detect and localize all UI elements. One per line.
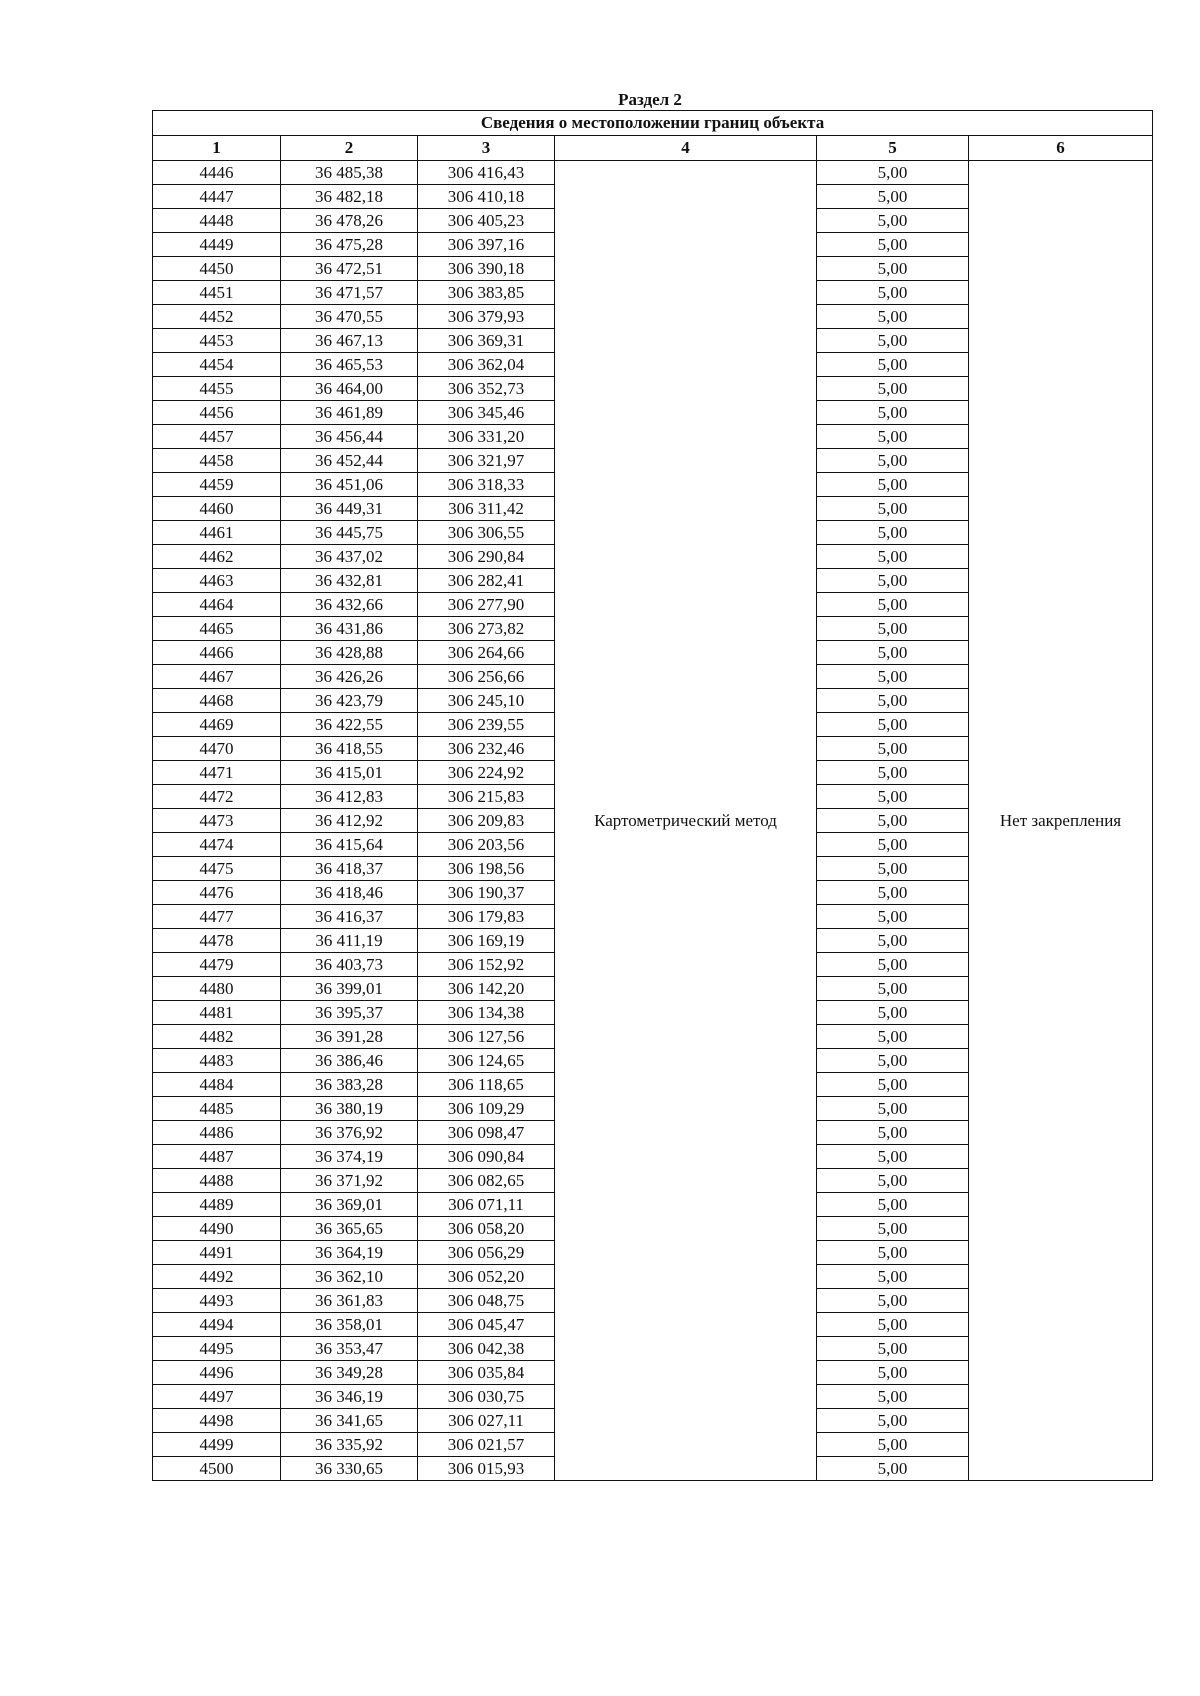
x-coordinate-cell: 36 432,81: [281, 569, 418, 593]
point-number-cell: 4481: [153, 1001, 281, 1025]
point-number-cell: 4492: [153, 1265, 281, 1289]
x-coordinate-cell: 36 346,19: [281, 1385, 418, 1409]
column-number-6: 6: [969, 136, 1153, 161]
point-number-cell: 4499: [153, 1433, 281, 1457]
table-body: [153, 161, 1153, 1481]
y-coordinate-cell: 306 056,29: [418, 1241, 555, 1265]
y-coordinate-cell: 306 098,47: [418, 1121, 555, 1145]
point-number-cell: 4464: [153, 593, 281, 617]
accuracy-cell: 5,00: [817, 905, 969, 929]
x-coordinate-cell: 36 362,10: [281, 1265, 418, 1289]
table-caption: Сведения о местоположении границ объекта: [153, 111, 1153, 136]
y-coordinate-cell: 306 410,18: [418, 185, 555, 209]
x-coordinate-cell: 36 374,19: [281, 1145, 418, 1169]
accuracy-cell: 5,00: [817, 425, 969, 449]
y-coordinate-cell: 306 224,92: [418, 761, 555, 785]
fixation-cell: Нет закрепления: [969, 161, 1153, 1481]
x-coordinate-cell: 36 418,55: [281, 737, 418, 761]
x-coordinate-cell: 36 445,75: [281, 521, 418, 545]
y-coordinate-cell: 306 369,31: [418, 329, 555, 353]
accuracy-cell: 5,00: [817, 833, 969, 857]
x-coordinate-cell: 36 349,28: [281, 1361, 418, 1385]
y-coordinate-cell: 306 027,11: [418, 1409, 555, 1433]
point-number-cell: 4482: [153, 1025, 281, 1049]
point-number-cell: 4486: [153, 1121, 281, 1145]
x-coordinate-cell: 36 415,01: [281, 761, 418, 785]
y-coordinate-cell: 306 048,75: [418, 1289, 555, 1313]
accuracy-cell: 5,00: [817, 593, 969, 617]
x-coordinate-cell: 36 361,83: [281, 1289, 418, 1313]
point-number-cell: 4460: [153, 497, 281, 521]
y-coordinate-cell: 306 030,75: [418, 1385, 555, 1409]
x-coordinate-cell: 36 369,01: [281, 1193, 418, 1217]
point-number-cell: 4485: [153, 1097, 281, 1121]
y-coordinate-cell: 306 179,83: [418, 905, 555, 929]
x-coordinate-cell: 36 431,86: [281, 617, 418, 641]
accuracy-cell: 5,00: [817, 809, 969, 833]
accuracy-cell: 5,00: [817, 857, 969, 881]
x-coordinate-cell: 36 411,19: [281, 929, 418, 953]
accuracy-cell: 5,00: [817, 1409, 969, 1433]
column-number-3: 3: [418, 136, 555, 161]
accuracy-cell: 5,00: [817, 449, 969, 473]
point-number-cell: 4497: [153, 1385, 281, 1409]
y-coordinate-cell: 306 282,41: [418, 569, 555, 593]
point-number-cell: 4449: [153, 233, 281, 257]
x-coordinate-cell: 36 428,88: [281, 641, 418, 665]
y-coordinate-cell: 306 290,84: [418, 545, 555, 569]
y-coordinate-cell: 306 405,23: [418, 209, 555, 233]
x-coordinate-cell: 36 485,38: [281, 161, 418, 185]
y-coordinate-cell: 306 345,46: [418, 401, 555, 425]
point-number-cell: 4480: [153, 977, 281, 1001]
y-coordinate-cell: 306 215,83: [418, 785, 555, 809]
point-number-cell: 4487: [153, 1145, 281, 1169]
accuracy-cell: 5,00: [817, 1433, 969, 1457]
y-coordinate-cell: 306 239,55: [418, 713, 555, 737]
point-number-cell: 4457: [153, 425, 281, 449]
y-coordinate-cell: 306 264,66: [418, 641, 555, 665]
x-coordinate-cell: 36 432,66: [281, 593, 418, 617]
y-coordinate-cell: 306 331,20: [418, 425, 555, 449]
accuracy-cell: 5,00: [817, 1049, 969, 1073]
x-coordinate-cell: 36 395,37: [281, 1001, 418, 1025]
x-coordinate-cell: 36 423,79: [281, 689, 418, 713]
accuracy-cell: 5,00: [817, 1265, 969, 1289]
x-coordinate-cell: 36 376,92: [281, 1121, 418, 1145]
point-number-cell: 4462: [153, 545, 281, 569]
point-number-cell: 4493: [153, 1289, 281, 1313]
point-number-cell: 4461: [153, 521, 281, 545]
accuracy-cell: 5,00: [817, 569, 969, 593]
point-number-cell: 4465: [153, 617, 281, 641]
point-number-cell: 4495: [153, 1337, 281, 1361]
accuracy-cell: 5,00: [817, 377, 969, 401]
y-coordinate-cell: 306 390,18: [418, 257, 555, 281]
accuracy-cell: 5,00: [817, 1145, 969, 1169]
point-number-cell: 4483: [153, 1049, 281, 1073]
y-coordinate-cell: 306 306,55: [418, 521, 555, 545]
accuracy-cell: 5,00: [817, 1193, 969, 1217]
point-number-cell: 4463: [153, 569, 281, 593]
accuracy-cell: 5,00: [817, 953, 969, 977]
x-coordinate-cell: 36 403,73: [281, 953, 418, 977]
point-number-cell: 4475: [153, 857, 281, 881]
x-coordinate-cell: 36 365,65: [281, 1217, 418, 1241]
point-number-cell: 4472: [153, 785, 281, 809]
x-coordinate-cell: 36 383,28: [281, 1073, 418, 1097]
x-coordinate-cell: 36 464,00: [281, 377, 418, 401]
point-number-cell: 4488: [153, 1169, 281, 1193]
accuracy-cell: 5,00: [817, 785, 969, 809]
point-number-cell: 4479: [153, 953, 281, 977]
y-coordinate-cell: 306 109,29: [418, 1097, 555, 1121]
accuracy-cell: 5,00: [817, 473, 969, 497]
y-coordinate-cell: 306 045,47: [418, 1313, 555, 1337]
y-coordinate-cell: 306 245,10: [418, 689, 555, 713]
point-number-cell: 4471: [153, 761, 281, 785]
y-coordinate-cell: 306 209,83: [418, 809, 555, 833]
accuracy-cell: 5,00: [817, 497, 969, 521]
x-coordinate-cell: 36 415,64: [281, 833, 418, 857]
point-number-cell: 4489: [153, 1193, 281, 1217]
accuracy-cell: 5,00: [817, 161, 969, 185]
accuracy-cell: 5,00: [817, 353, 969, 377]
accuracy-cell: 5,00: [817, 713, 969, 737]
y-coordinate-cell: 306 052,20: [418, 1265, 555, 1289]
point-number-cell: 4469: [153, 713, 281, 737]
accuracy-cell: 5,00: [817, 1121, 969, 1145]
point-number-cell: 4478: [153, 929, 281, 953]
point-number-cell: 4490: [153, 1217, 281, 1241]
y-coordinate-cell: 306 232,46: [418, 737, 555, 761]
y-coordinate-cell: 306 127,56: [418, 1025, 555, 1049]
y-coordinate-cell: 306 042,38: [418, 1337, 555, 1361]
point-number-cell: 4470: [153, 737, 281, 761]
accuracy-cell: 5,00: [817, 665, 969, 689]
accuracy-cell: 5,00: [817, 977, 969, 1001]
y-coordinate-cell: 306 035,84: [418, 1361, 555, 1385]
point-number-cell: 4458: [153, 449, 281, 473]
y-coordinate-cell: 306 379,93: [418, 305, 555, 329]
accuracy-cell: 5,00: [817, 545, 969, 569]
x-coordinate-cell: 36 470,55: [281, 305, 418, 329]
point-number-cell: 4459: [153, 473, 281, 497]
column-number-2: 2: [281, 136, 418, 161]
x-coordinate-cell: 36 449,31: [281, 497, 418, 521]
accuracy-cell: 5,00: [817, 1313, 969, 1337]
point-number-cell: 4496: [153, 1361, 281, 1385]
accuracy-cell: 5,00: [817, 617, 969, 641]
point-number-cell: 4450: [153, 257, 281, 281]
column-number-5: 5: [817, 136, 969, 161]
accuracy-cell: 5,00: [817, 1385, 969, 1409]
y-coordinate-cell: 306 311,42: [418, 497, 555, 521]
x-coordinate-cell: 36 461,89: [281, 401, 418, 425]
section-title: Раздел 2: [618, 90, 682, 109]
x-coordinate-cell: 36 380,19: [281, 1097, 418, 1121]
accuracy-cell: 5,00: [817, 281, 969, 305]
point-number-cell: 4453: [153, 329, 281, 353]
x-coordinate-cell: 36 358,01: [281, 1313, 418, 1337]
x-coordinate-cell: 36 371,92: [281, 1169, 418, 1193]
x-coordinate-cell: 36 482,18: [281, 185, 418, 209]
x-coordinate-cell: 36 426,26: [281, 665, 418, 689]
accuracy-cell: 5,00: [817, 1241, 969, 1265]
accuracy-cell: 5,00: [817, 641, 969, 665]
accuracy-cell: 5,00: [817, 929, 969, 953]
x-coordinate-cell: 36 456,44: [281, 425, 418, 449]
point-number-cell: 4447: [153, 185, 281, 209]
column-number-1: 1: [153, 136, 281, 161]
x-coordinate-cell: 36 418,37: [281, 857, 418, 881]
point-number-cell: 4468: [153, 689, 281, 713]
x-coordinate-cell: 36 451,06: [281, 473, 418, 497]
point-number-cell: 4500: [153, 1457, 281, 1481]
accuracy-cell: 5,00: [817, 761, 969, 785]
y-coordinate-cell: 306 169,19: [418, 929, 555, 953]
point-number-cell: 4467: [153, 665, 281, 689]
accuracy-cell: 5,00: [817, 1073, 969, 1097]
x-coordinate-cell: 36 386,46: [281, 1049, 418, 1073]
method-cell: Картометрический метод: [555, 161, 817, 1481]
x-coordinate-cell: 36 437,02: [281, 545, 418, 569]
column-number-4: 4: [555, 136, 817, 161]
x-coordinate-cell: 36 465,53: [281, 353, 418, 377]
x-coordinate-cell: 36 452,44: [281, 449, 418, 473]
accuracy-cell: 5,00: [817, 1025, 969, 1049]
point-number-cell: 4477: [153, 905, 281, 929]
y-coordinate-cell: 306 118,65: [418, 1073, 555, 1097]
y-coordinate-cell: 306 134,38: [418, 1001, 555, 1025]
x-coordinate-cell: 36 412,83: [281, 785, 418, 809]
point-number-cell: 4456: [153, 401, 281, 425]
accuracy-cell: 5,00: [817, 1289, 969, 1313]
accuracy-cell: 5,00: [817, 1001, 969, 1025]
y-coordinate-cell: 306 190,37: [418, 881, 555, 905]
x-coordinate-cell: 36 467,13: [281, 329, 418, 353]
x-coordinate-cell: 36 471,57: [281, 281, 418, 305]
x-coordinate-cell: 36 475,28: [281, 233, 418, 257]
x-coordinate-cell: 36 418,46: [281, 881, 418, 905]
y-coordinate-cell: 306 416,43: [418, 161, 555, 185]
x-coordinate-cell: 36 364,19: [281, 1241, 418, 1265]
y-coordinate-cell: 306 397,16: [418, 233, 555, 257]
y-coordinate-cell: 306 071,11: [418, 1193, 555, 1217]
accuracy-cell: 5,00: [817, 689, 969, 713]
x-coordinate-cell: 36 478,26: [281, 209, 418, 233]
table-row: [153, 161, 1153, 185]
accuracy-cell: 5,00: [817, 233, 969, 257]
y-coordinate-cell: 306 015,93: [418, 1457, 555, 1481]
y-coordinate-cell: 306 318,33: [418, 473, 555, 497]
accuracy-cell: 5,00: [817, 1337, 969, 1361]
x-coordinate-cell: 36 353,47: [281, 1337, 418, 1361]
y-coordinate-cell: 306 383,85: [418, 281, 555, 305]
y-coordinate-cell: 306 152,92: [418, 953, 555, 977]
x-coordinate-cell: 36 412,92: [281, 809, 418, 833]
point-number-cell: 4498: [153, 1409, 281, 1433]
y-coordinate-cell: 306 082,65: [418, 1169, 555, 1193]
point-number-cell: 4446: [153, 161, 281, 185]
y-coordinate-cell: 306 198,56: [418, 857, 555, 881]
accuracy-cell: 5,00: [817, 401, 969, 425]
accuracy-cell: 5,00: [817, 257, 969, 281]
accuracy-cell: 5,00: [817, 1169, 969, 1193]
y-coordinate-cell: 306 321,97: [418, 449, 555, 473]
x-coordinate-cell: 36 330,65: [281, 1457, 418, 1481]
point-number-cell: 4473: [153, 809, 281, 833]
x-coordinate-cell: 36 422,55: [281, 713, 418, 737]
accuracy-cell: 5,00: [817, 209, 969, 233]
y-coordinate-cell: 306 090,84: [418, 1145, 555, 1169]
point-number-cell: 4452: [153, 305, 281, 329]
y-coordinate-cell: 306 352,73: [418, 377, 555, 401]
point-number-cell: 4474: [153, 833, 281, 857]
accuracy-cell: 5,00: [817, 1097, 969, 1121]
accuracy-cell: 5,00: [817, 305, 969, 329]
x-coordinate-cell: 36 341,65: [281, 1409, 418, 1433]
y-coordinate-cell: 306 277,90: [418, 593, 555, 617]
boundary-coordinates-table: [152, 110, 1153, 1481]
y-coordinate-cell: 306 256,66: [418, 665, 555, 689]
accuracy-cell: 5,00: [817, 1361, 969, 1385]
x-coordinate-cell: 36 399,01: [281, 977, 418, 1001]
y-coordinate-cell: 306 021,57: [418, 1433, 555, 1457]
y-coordinate-cell: 306 124,65: [418, 1049, 555, 1073]
y-coordinate-cell: 306 203,56: [418, 833, 555, 857]
point-number-cell: 4454: [153, 353, 281, 377]
x-coordinate-cell: 36 472,51: [281, 257, 418, 281]
accuracy-cell: 5,00: [817, 737, 969, 761]
point-number-cell: 4484: [153, 1073, 281, 1097]
point-number-cell: 4494: [153, 1313, 281, 1337]
accuracy-cell: 5,00: [817, 329, 969, 353]
point-number-cell: 4491: [153, 1241, 281, 1265]
accuracy-cell: 5,00: [817, 1217, 969, 1241]
y-coordinate-cell: 306 362,04: [418, 353, 555, 377]
point-number-cell: 4466: [153, 641, 281, 665]
point-number-cell: 4455: [153, 377, 281, 401]
point-number-cell: 4476: [153, 881, 281, 905]
x-coordinate-cell: 36 335,92: [281, 1433, 418, 1457]
y-coordinate-cell: 306 142,20: [418, 977, 555, 1001]
point-number-cell: 4448: [153, 209, 281, 233]
y-coordinate-cell: 306 058,20: [418, 1217, 555, 1241]
x-coordinate-cell: 36 391,28: [281, 1025, 418, 1049]
point-number-cell: 4451: [153, 281, 281, 305]
accuracy-cell: 5,00: [817, 881, 969, 905]
accuracy-cell: 5,00: [817, 521, 969, 545]
x-coordinate-cell: 36 416,37: [281, 905, 418, 929]
y-coordinate-cell: 306 273,82: [418, 617, 555, 641]
accuracy-cell: 5,00: [817, 185, 969, 209]
accuracy-cell: 5,00: [817, 1457, 969, 1481]
